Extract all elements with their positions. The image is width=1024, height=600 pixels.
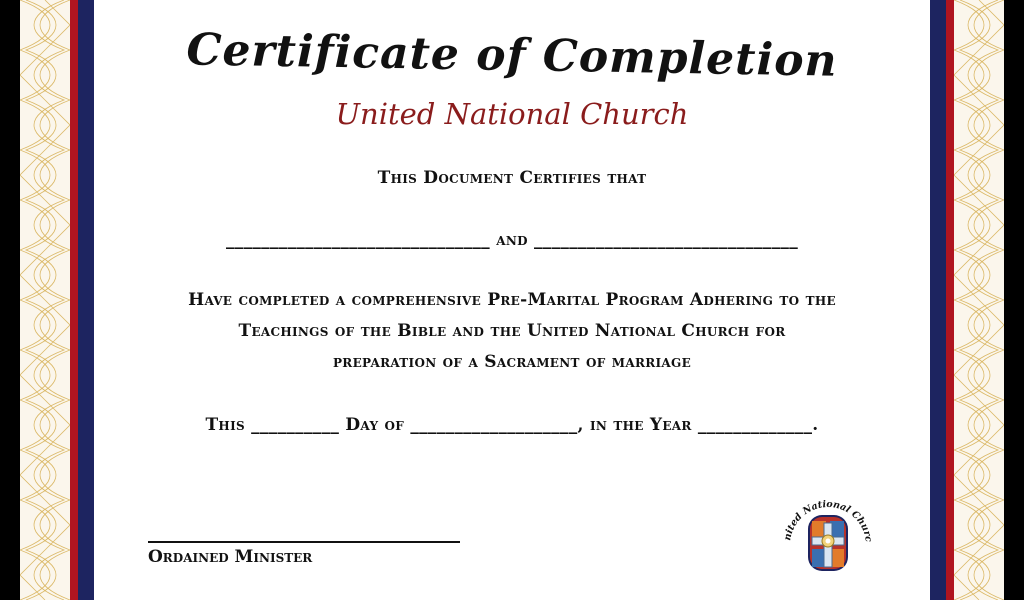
certifies-line: This Document Certifies that — [377, 168, 647, 188]
certificate-paper — [94, 0, 930, 600]
date-line: This __________ Day of ___________________, in the Year _____________. — [205, 415, 819, 435]
body-line-3: preparation of a Sacrament of marriage — [332, 352, 692, 372]
body-line-2: Teachings of the Bible and the United National Church for — [238, 321, 786, 341]
signature-line — [148, 541, 460, 543]
border-red-stripe-left — [70, 0, 78, 600]
border-black-right — [1004, 0, 1024, 600]
border-black-left — [0, 0, 20, 600]
svg-text:United National Church: nited National Churc — [782, 498, 874, 543]
guilloche-border-right — [954, 0, 1004, 600]
church-seal — [780, 493, 876, 583]
signature-label: Ordained Minister — [148, 547, 313, 567]
body-line-1: Have completed a comprehensive Pre-Marital Program Adhering to the — [188, 290, 836, 310]
border-red-stripe-right — [946, 0, 954, 600]
certificate-title: Certificate of Completion — [186, 24, 838, 87]
organization-name: United National Church — [335, 97, 689, 131]
names-blank-line: ______________________________ and ______________________________ — [225, 230, 799, 250]
guilloche-border-left — [20, 0, 70, 600]
border-navy-stripe-left — [78, 0, 94, 600]
border-navy-stripe-right — [930, 0, 946, 600]
